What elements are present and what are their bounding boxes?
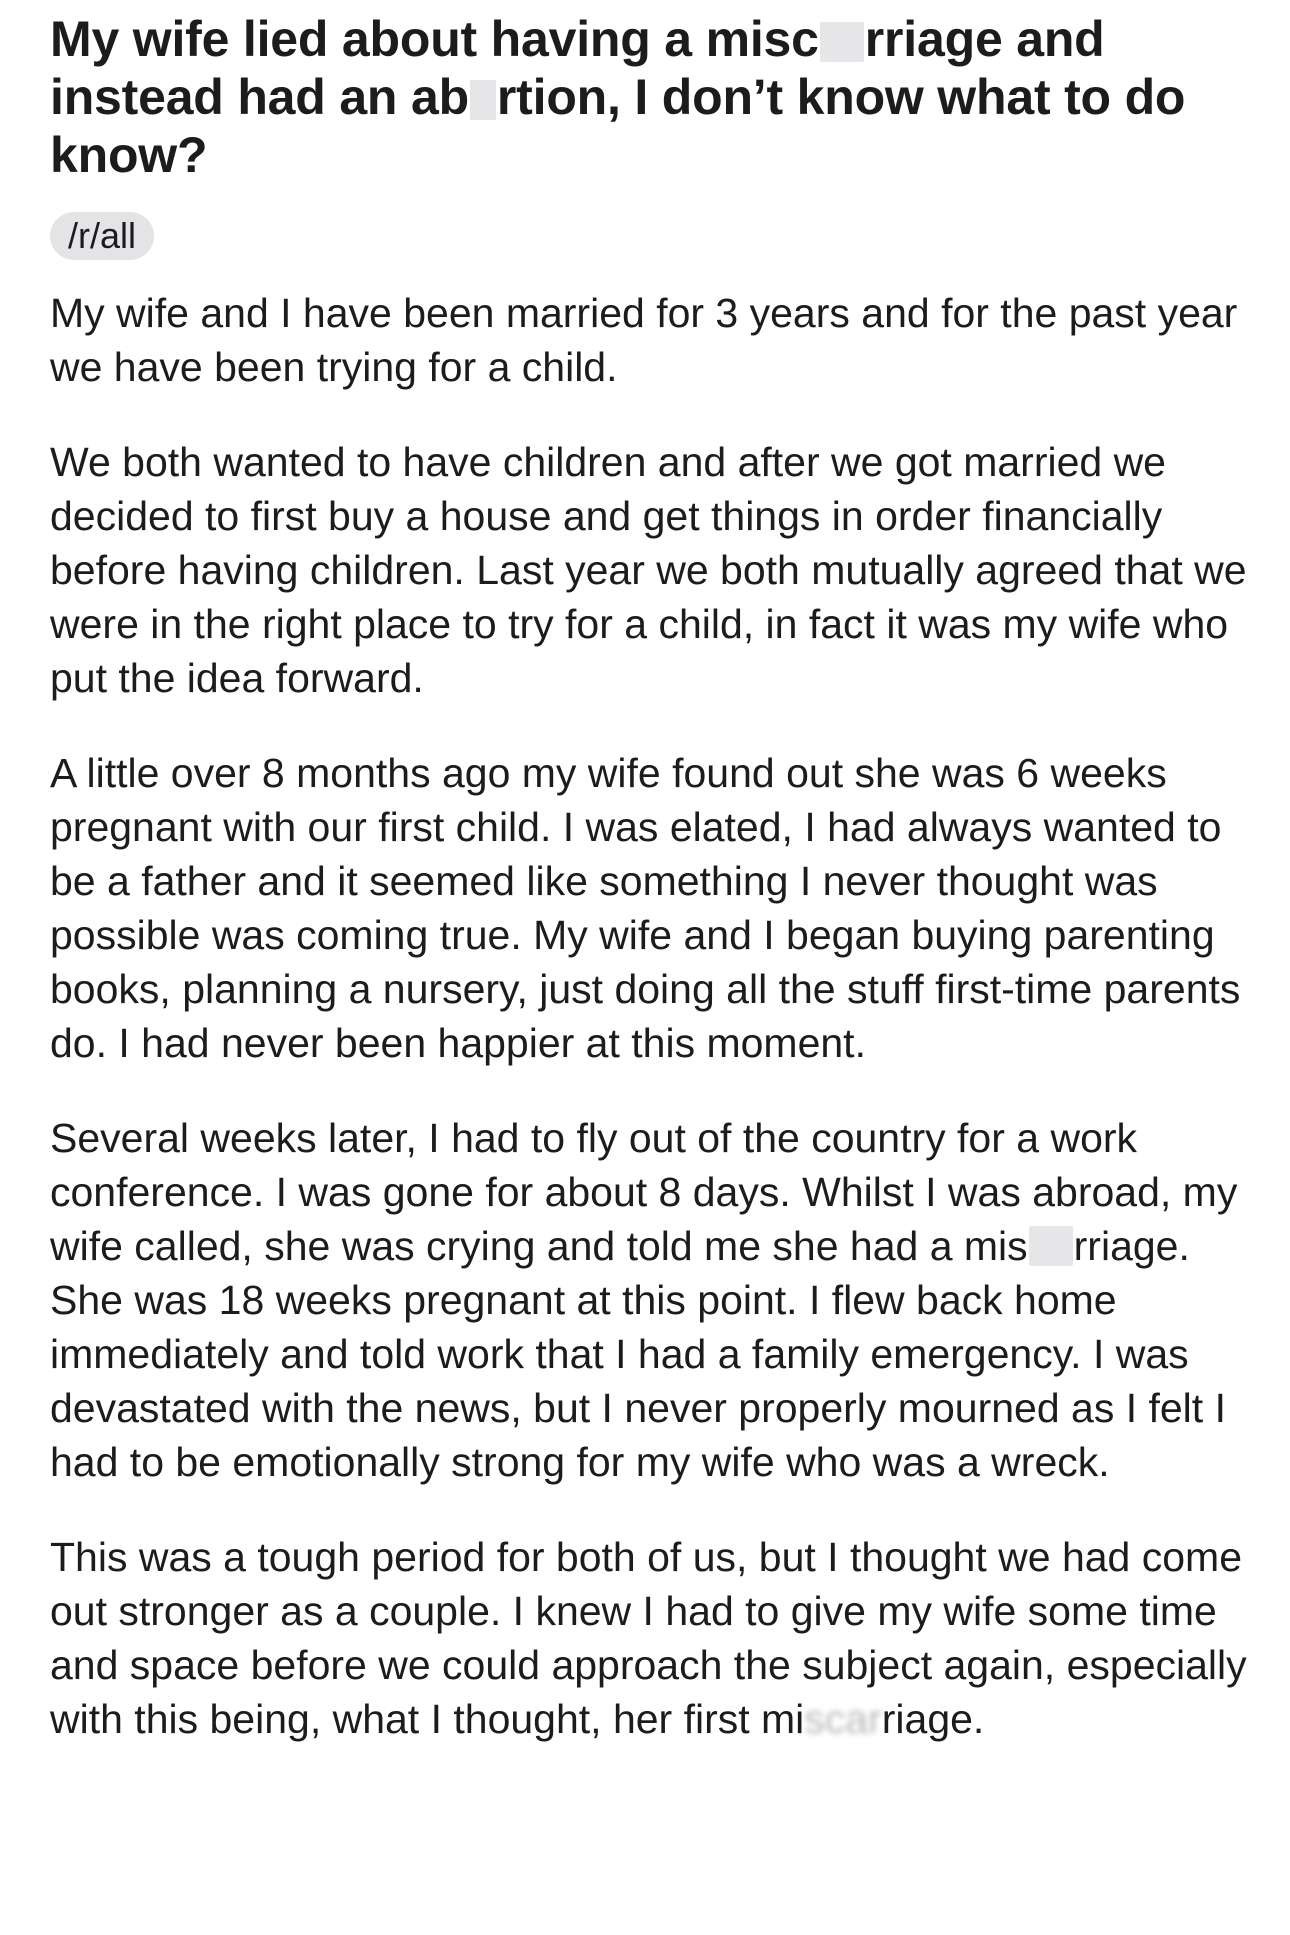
subreddit-tag[interactable]: /r/all	[50, 212, 154, 260]
post-paragraph-4-part-1: Several weeks later, I had to fly out of the country for a work conference. I was gone for about 8 days. Whilst I was abroad, my wife called, she was crying and told me she had a mis	[50, 1115, 1238, 1269]
post-body	[50, 286, 1250, 1746]
post-paragraph-5-part-2: riage.	[881, 1696, 985, 1742]
post-title-part-2: rriage and instead had an ab	[50, 11, 1105, 125]
post-paragraph-5-part-1: This was a tough period for both of us, but I thought we had come out stronger as a couple. I knew I had to give my wife some time and space before we could approach the subject again, especially with this being, what I thought, her first mi	[50, 1534, 1247, 1742]
censor-blur-text: scar	[804, 1696, 882, 1742]
post-title[interactable]	[50, 10, 1250, 184]
censor-blur	[470, 80, 496, 120]
censor-blur	[820, 22, 864, 62]
post-paragraph-1: My wife and I have been married for 3 years and for the past year we have been trying for a child.	[50, 290, 1238, 390]
post-title-part-1: My wife lied about having a misc	[50, 11, 819, 67]
post-title-part-3: rtion, I don’t know what to do know?	[50, 69, 1186, 183]
post-paragraph-5	[50, 1530, 1250, 1746]
post-paragraph-3: A little over 8 months ago my wife found out she was 6 weeks pregnant with our first child. I was elated, I had always wanted to be a father and it seemed like something I never thought was possible was coming true. My wife and I began buying parenting books, planning a nursery, just doing all the stuff first-time parents do. I had never been happier at this moment.	[50, 750, 1241, 1066]
censor-blur	[1029, 1226, 1073, 1266]
post-paragraph-4	[50, 1111, 1250, 1489]
post-paragraph-4-part-2: rriage. She was 18 weeks pregnant at this point. I flew back home immediately and told work that I had a family emergency. I was devastated with the news, but I never properly mourned as I felt I had to be emotionally strong for my wife who was a wreck.	[50, 1223, 1226, 1485]
post-paragraph-2: We both wanted to have children and after we got married we decided to first buy a house and get things in order financially before having children. Last year we both mutually agreed that we were in the right place to try for a child, in fact it was my wife who put the idea forward.	[50, 439, 1247, 701]
post	[50, 10, 1250, 1787]
